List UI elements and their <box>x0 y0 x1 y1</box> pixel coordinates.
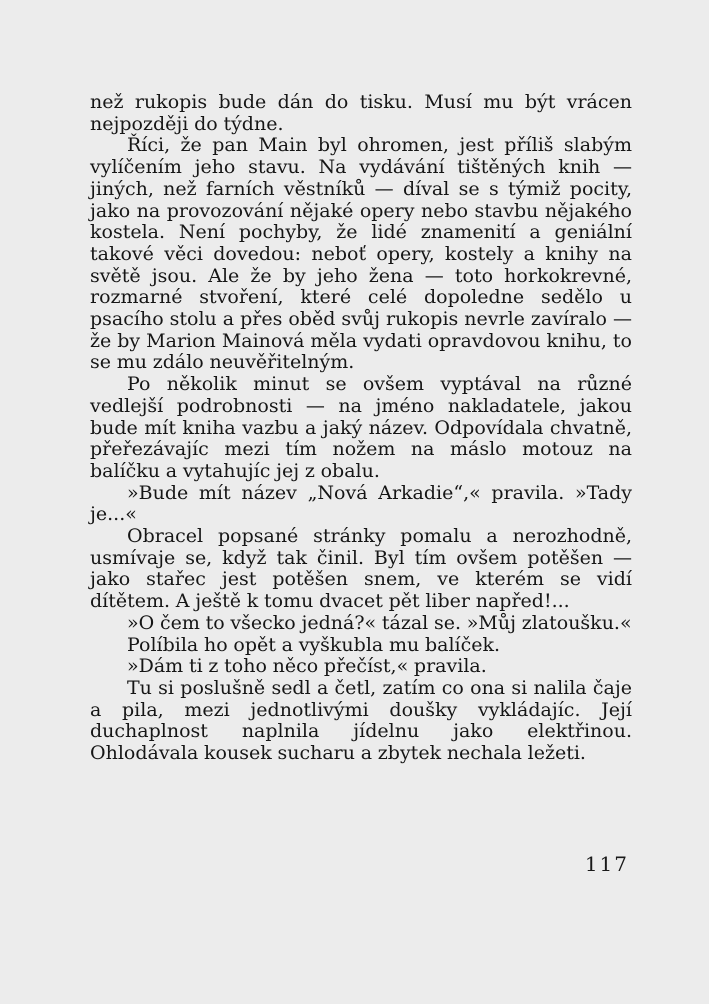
paragraph: Políbila ho opět a vyškubla mu balíček. <box>127 633 501 656</box>
body-text <box>90 92 632 765</box>
paragraph: Obracel popsané stránky pomalu a nerozhodně, usmívaje se, když tak činil. Byl tím ovšem potěšen — jako stařec jest potěšen snem, ve kterém se vidí dítětem. A ještě k tomu dvacet pět liber napřed!... <box>90 525 632 613</box>
paragraph: Tu si poslušně sedl a četl, zatím co ona si nalila čaje a pila, mezi jednotlivými doušky vykládajíc. Její duchaplnost naplnila jídelnu jako elektřinou. Ohlodávala kousek sucharu a zbytek nechala ležeti. <box>90 676 632 765</box>
paragraph: »Dám ti z toho něco přečíst,« pravila. <box>127 655 487 678</box>
paragraph-continuation: než rukopis bude dán do tisku. Musí mu být vrácen nejpozději do týdne. <box>90 91 632 135</box>
paragraph: Říci, že pan Main byl ohromen, jest příliš slabým vylíčením jeho stavu. Na vydávání tištěných knih — jiných, než farních věstníků — díval se s týmiž pocity, jako na provozování nějaké opery nebo stavbu nějakého kostela. Není pochyby, že lidé znamenití a geniální takové věci dovedou: neboť opery, kostely a knihy na světě jsou. Ale že by jeho žena — toto horkokrevné, rozmarné stvoření, které celé dopoledne sedělo u psacího stolu a přes oběd svůj rukopis nevrle zavíralo — že by Marion Mainová měla vydati opravdovou knihu, to se mu zdálo neuvěřitelným. <box>90 134 632 374</box>
paragraph: »Bude mít název „Nová Arkadie“,« pravila. »Tady je...« <box>90 481 632 526</box>
page-number: 117 <box>584 852 629 876</box>
paragraph: Po několik minut se ovšem vyptával na různé vedlejší podrobnosti — na jméno nakladatele, jakou bude mít kniha vazbu a jaký název. Odpovídala chvatně, přeřezávajíc mezi tím nožem na máslo motouz na balíčku a vytahujíc jej z obalu. <box>90 373 632 482</box>
paragraph: »O čem to všecko jedná?« tázal se. »Můj zlatoušku.« <box>127 611 632 634</box>
